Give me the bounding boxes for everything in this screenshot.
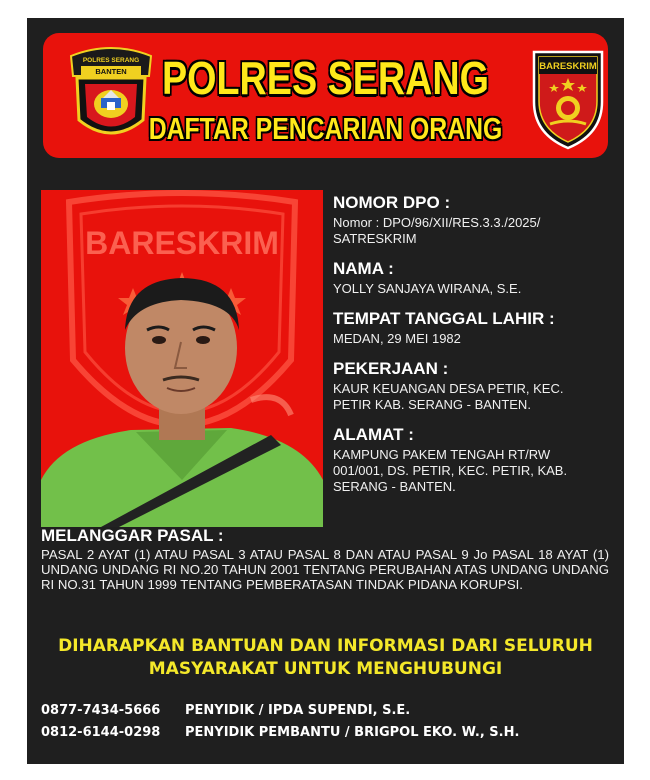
wanted-poster: [27, 18, 624, 764]
poster-subtitle: DAFTAR PENCARIAN ORANG: [148, 111, 503, 146]
field-value: Nomor : DPO/96/XII/RES.3.3./2025/: [333, 215, 541, 230]
contact-row: [41, 725, 519, 740]
field-pekerjaan: [333, 359, 615, 413]
contact-name: PENYIDIK PEMBANTU / BRIGPOL EKO. W., S.H.: [185, 725, 520, 740]
field-tempat-tanggal-lahir: [333, 309, 615, 347]
svg-text:BANTEN: BANTEN: [95, 67, 127, 76]
contact-phone[interactable]: 0812-6144-0298: [41, 725, 161, 740]
contact-phone[interactable]: 0877-7434-5666: [41, 703, 161, 718]
contact-row: [41, 703, 410, 718]
field-label: TEMPAT TANGGAL LAHIR :: [333, 309, 555, 328]
suspect-photo: [41, 190, 323, 527]
field-nama: [333, 259, 615, 297]
field-label: NAMA :: [333, 259, 394, 278]
field-value: 001/001, DS. PETIR, KEC. PETIR, KAB.: [333, 463, 568, 478]
field-label: NOMOR DPO :: [333, 193, 451, 212]
field-value: PETIR KAB. SERANG - BANTEN.: [333, 397, 531, 412]
field-value: SERANG - BANTEN.: [333, 479, 456, 494]
appeal-message: [27, 635, 624, 681]
svg-text:BARESKRIM: BARESKRIM: [539, 61, 597, 72]
field-value: KAMPUNG PAKEM TENGAH RT/RW: [333, 447, 551, 462]
svg-text:BARESKRIM: BARESKRIM: [85, 225, 279, 261]
field-value: SATRESKRIM: [333, 231, 417, 246]
svg-text:POLRES SERANG: POLRES SERANG: [82, 57, 140, 64]
appeal-line: DIHARAPKAN BANTUAN DAN INFORMASI DARI SELURUH: [58, 636, 593, 656]
poster-title: POLRES SERANG: [162, 52, 489, 104]
field-value: MEDAN, 29 MEI 1982: [333, 331, 461, 346]
field-value: KAUR KEUANGAN DESA PETIR, KEC.: [333, 381, 564, 396]
field-value: YOLLY SANJAYA WIRANA, S.E.: [333, 281, 522, 296]
header-banner: [43, 33, 608, 158]
contact-name: PENYIDIK / IPDA SUPENDI, S.E.: [185, 703, 411, 718]
violation-text: PASAL 2 AYAT (1) ATAU PASAL 3 ATAU PASAL 8 DAN ATAU PASAL 9 Jo PASAL 18 AYAT (1) UNDANG UNDANG RI NO.20 TAHUN 2001 TENTANG PERUBAHAN ATAS UNDANG UNDANG RI NO.31 TAHUN 1999 TENTANG PEMBERATASAN TINDAK PIDANA KORUPSI.: [41, 547, 609, 592]
field-label: ALAMAT :: [333, 425, 414, 444]
field-alamat: [333, 425, 615, 495]
field-label: PEKERJAAN :: [333, 359, 449, 378]
appeal-line: MASYARAKAT UNTUK MENGHUBUNGI: [148, 659, 503, 679]
suspect-details: [333, 193, 615, 507]
bareskrim-logo: [530, 46, 606, 150]
violation-label: MELANGGAR PASAL :: [41, 526, 224, 545]
field-nomor-dpo: [333, 193, 615, 247]
